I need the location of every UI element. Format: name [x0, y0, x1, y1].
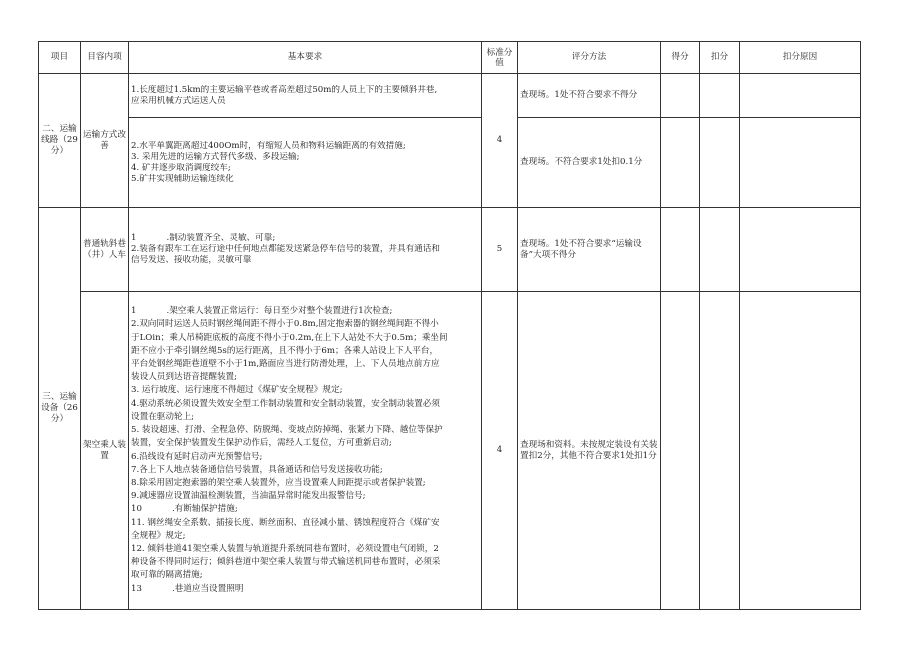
header-standard-score: 标准分值 — [482, 42, 518, 74]
req-line: 信号发送、接收功能，灵敏可靠 — [131, 255, 252, 265]
header-method: 评分方法 — [518, 42, 661, 74]
rail-car-score-cell[interactable] — [661, 208, 700, 292]
req-line: 6.沿线设有延时启动声光预警信号; — [131, 451, 263, 462]
aerial-content: 架空乘人装置 — [81, 292, 129, 610]
header-requirement: 基本要求 — [129, 42, 482, 74]
aerial-score: 4 — [482, 292, 518, 610]
req-line: 平台处钢丝绳距巷道壁不小于1m,路面应当进行防滑处理，上、下人员地点前方应 — [131, 359, 440, 370]
transport-requirement-b — [129, 118, 482, 208]
req-line: 4.驱动系统必须设置失效安全型工作制动装置和安全制动装置，安全制动装置必须 — [131, 398, 440, 409]
transport-deduction-cell-b[interactable] — [700, 118, 740, 208]
aerial-reason-cell[interactable] — [740, 292, 861, 610]
rail-car-row — [39, 208, 861, 292]
req-line: 3. 运行坡度、运行速度不得超过《煤矿安全规程》规定; — [131, 385, 343, 396]
req-line: 装置，安全保护装置发生保护动作后，需经人工复位，方可重新启动; — [131, 438, 392, 449]
header-item: 项目 — [39, 42, 81, 74]
rail-car-deduction-cell[interactable] — [700, 208, 740, 292]
transport-item: 二、运输线路（29分） — [39, 74, 81, 208]
req-line: 2.双向同时运送人员时钢丝绳间距不得小于0.8m,固定抱索器的钢丝绳间距不得小 — [131, 319, 439, 330]
req-line: 10 .有断轴保护措施; — [131, 504, 238, 515]
req-line: 7.各上下人地点装备通信信号装置，具备通话和信号发送接收功能; — [131, 464, 383, 475]
transport-reason-cell-a[interactable] — [740, 74, 861, 118]
transport-score-cell-b[interactable] — [661, 118, 700, 208]
req-line: 12. 倾斜巷道41架空乘人装置与轨道提升系统同巷布置时，必须设置电气闭锁，2 — [131, 543, 439, 554]
req-line: 于LOin；乘人吊椅距底板的高度不得小于0.2m,在上下人站处不大于0.5m；乘坐间 — [131, 332, 448, 343]
req-line: 1.长度超过1.5km的主要运输平巷或者高差超过50m的人员上下的主要倾斜井巷, — [131, 84, 438, 95]
req-line: 全规程》规定; — [131, 530, 186, 541]
transport-method-b: 查现场。不符合要求1处扣0.1分 — [518, 118, 661, 208]
transport-row-a — [39, 74, 861, 118]
req-line: 5.矿井实现辅助运输连续化 — [131, 173, 234, 184]
req-line: 2.装备有跟车工在运行途中任何地点都能发送紧急停车信号的装置，并具有通话和 — [131, 244, 440, 254]
req-line: 设置在驱动轮上; — [131, 411, 195, 422]
rail-car-content: 普通轨斜巷（井）人车 — [81, 208, 129, 292]
aerial-row — [39, 292, 861, 610]
transport-content: 运输方式改善 — [81, 74, 129, 208]
header-row — [39, 42, 861, 74]
transport-requirement-a — [129, 74, 482, 118]
req-line: 8.除采用固定抱索器的架空乘人装置外，应当设置乘人间距提示或者保护装置; — [131, 477, 426, 488]
req-line: 距不应小于牵引钢丝绳5s的运行距离，且不得小于6m；各乘人站设上下人平台， — [131, 345, 439, 356]
req-line: 13 .巷道应当设置照明 — [131, 583, 244, 594]
req-line: 3. 采用先进的运输方式替代多级、多段运输; — [131, 151, 300, 162]
req-line: 应采用机械方式运送人员 — [131, 95, 226, 106]
req-line: 装设人员到达语音提醒装置; — [131, 372, 238, 383]
header-content: 目容内项 — [81, 42, 129, 74]
aerial-requirement — [129, 292, 482, 610]
transport-score-cell-a[interactable] — [661, 74, 700, 118]
req-line: 2.水平单翼距离超过400Om时，有缩短人员和物料运输距离的有效措施; — [131, 140, 406, 151]
req-line: 9.减速器应设置油温检测装置，当油温异常时能发出报警信号; — [131, 491, 366, 502]
req-line: 1 .制动装置齐全、灵敏、可靠; — [131, 233, 276, 243]
req-line: 取可靠的隔离措施; — [131, 570, 203, 581]
transport-deduction-cell-a[interactable] — [700, 74, 740, 118]
header-deduction: 扣分 — [700, 42, 740, 74]
req-line: 5. 装设超速、打滑、全程急停、防脱绳、变坡点防掉绳、张紧力下降、越位等保护 — [131, 425, 443, 436]
req-line: 种设备不得同时运行；倾斜巷道中架空乘人装置与带式输送机同巷布置时，必须采 — [131, 557, 441, 568]
header-score: 得分 — [661, 42, 700, 74]
req-line: 4. 矿井逐步取消调度绞车; — [131, 162, 231, 173]
aerial-deduction-cell[interactable] — [700, 292, 740, 610]
rail-car-requirement — [129, 208, 482, 292]
transport-method-a: 查现场。1处不符合要求不得分 — [518, 74, 661, 118]
rail-car-method: 查现场。1处不符合要求“运输设备”大项不得分 — [518, 208, 661, 292]
transport-score: 4 — [482, 74, 518, 208]
rail-car-score: 5 — [482, 208, 518, 292]
header-reason: 扣分原因 — [740, 42, 861, 74]
req-line: 11. 钢丝绳安全系数、插接长度、断丝面积、直径减小量、锈蚀程度符合《煤矿安 — [131, 517, 440, 528]
aerial-method: 查现场和资料。未按规定装设有关装置扣2分，其他不符合要求1处扣1分 — [518, 292, 661, 610]
req-line: 1 .架空乘人装置正常运行：每日至少对整个装置进行1次检查; — [131, 306, 393, 317]
rail-car-reason-cell[interactable] — [740, 208, 861, 292]
transport-reason-cell-b[interactable] — [740, 118, 861, 208]
transport-row-b — [39, 118, 861, 208]
aerial-score-cell[interactable] — [661, 292, 700, 610]
scoring-table — [38, 41, 861, 610]
equipment-item: 三、运输设备（26分） — [39, 208, 81, 610]
